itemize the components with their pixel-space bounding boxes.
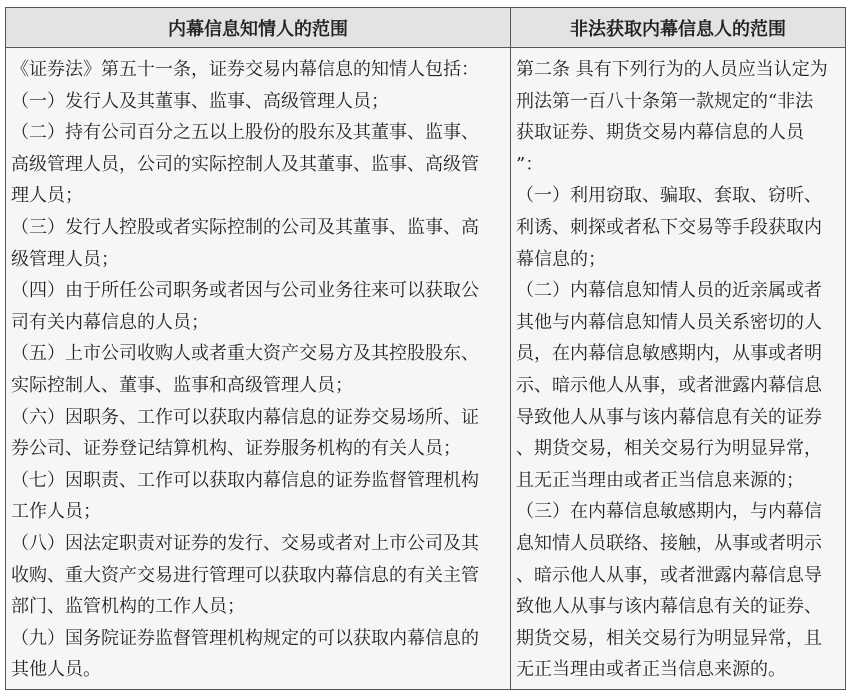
text-line: （一）发行人及其董事、监事、高级管理人员；: [11, 90, 389, 112]
text-line: 息知情人员联络、接触，从事或者明示: [516, 532, 822, 554]
text-line: （五）上市公司收购人或者重大资产交易方及其控股股东、: [11, 343, 479, 365]
text-line: 收购、重大资产交易进行管理可以获取内幕信息的有关主管: [11, 564, 479, 586]
text-line: 获取证券、期货交易内幕信息的人员: [516, 122, 804, 144]
header-illegal-acquirer-scope: 非法获取内幕信息人的范围: [511, 8, 845, 48]
text-line: 《证券法》第五十一条，证券交易内幕信息的知情人包括：: [11, 59, 479, 80]
text-line: 员，在内幕信息敏感期内，从事或者明: [516, 343, 822, 365]
insider-scope-table: [5, 7, 846, 690]
text-line: 理人员；: [11, 185, 83, 207]
text-line: 无正当理由或者正当信息来源的。: [516, 659, 786, 681]
cell-illegal-acquirer-scope: [511, 48, 845, 689]
text-line: 、暗示他人从事，或者泄露内幕信息导: [516, 564, 822, 586]
text-line: 实际控制人、董事、监事和高级管理人员；: [11, 374, 353, 396]
text-line: （六）因职务、工作可以获取内幕信息的证券交易场所、证: [11, 406, 479, 428]
text-line: 部门、监管机构的工作人员；: [11, 596, 245, 618]
text-line: 示、暗示他人从事，或者泄露内幕信息: [516, 374, 822, 396]
cell-insider-scope: [6, 48, 511, 689]
text-line: 期货交易，相关交易行为明显异常，且: [516, 627, 822, 649]
text-line: 导致他人从事与该内幕信息有关的证券: [516, 406, 822, 428]
text-line: 券公司、证券登记结算机构、证券服务机构的有关人员；: [11, 438, 461, 460]
text-line: 工作人员；: [11, 501, 101, 523]
text-line: 级管理人员；: [11, 248, 119, 270]
text-line: （九）国务院证券监督管理机构规定的可以获取内幕信息的: [11, 627, 479, 649]
text-line: 利诱、刺探或者私下交易等手段获取内: [516, 216, 822, 238]
text-line: 、期货交易，相关交易行为明显异常，: [516, 438, 822, 460]
text-line: 幕信息的；: [516, 248, 606, 270]
text-line: ”：: [516, 153, 544, 175]
text-line: （四）由于所任公司职务或者因与公司业务往来可以获取公: [11, 280, 479, 302]
text-line: （一）利用窃取、骗取、套取、窃听、: [516, 185, 822, 207]
text-line: 其他与内幕信息知情人员关系密切的人: [516, 311, 822, 333]
text-line: （八）因法定职责对证券的发行、交易或者对上市公司及其: [11, 532, 479, 554]
text-line: （二）内幕信息知情人员的近亲属或者: [516, 280, 822, 302]
text-line: 且无正当理由或者正当信息来源的；: [516, 469, 804, 491]
text-line: （二）持有公司百分之五以上股份的股东及其董事、监事、: [11, 122, 479, 144]
header-insider-scope: 内幕信息知情人的范围: [6, 8, 511, 48]
text-line: 其他人员。: [11, 659, 101, 681]
text-line: 高级管理人员，公司的实际控制人及其董事、监事、高级管: [11, 153, 479, 175]
text-line: 司有关内幕信息的人员；: [11, 311, 209, 333]
text-line: 致他人从事与该内幕信息有关的证券、: [516, 596, 822, 618]
text-line: （七）因职责、工作可以获取内幕信息的证券监督管理机构: [11, 469, 479, 491]
text-line: （三）发行人控股或者实际控制的公司及其董事、监事、高: [11, 216, 479, 238]
text-line: 第二条 具有下列行为的人员应当认定为: [516, 59, 828, 80]
text-line: 刑法第一百八十条第一款规定的“非法: [516, 90, 814, 112]
text-line: （三）在内幕信息敏感期内，与内幕信: [516, 501, 822, 523]
